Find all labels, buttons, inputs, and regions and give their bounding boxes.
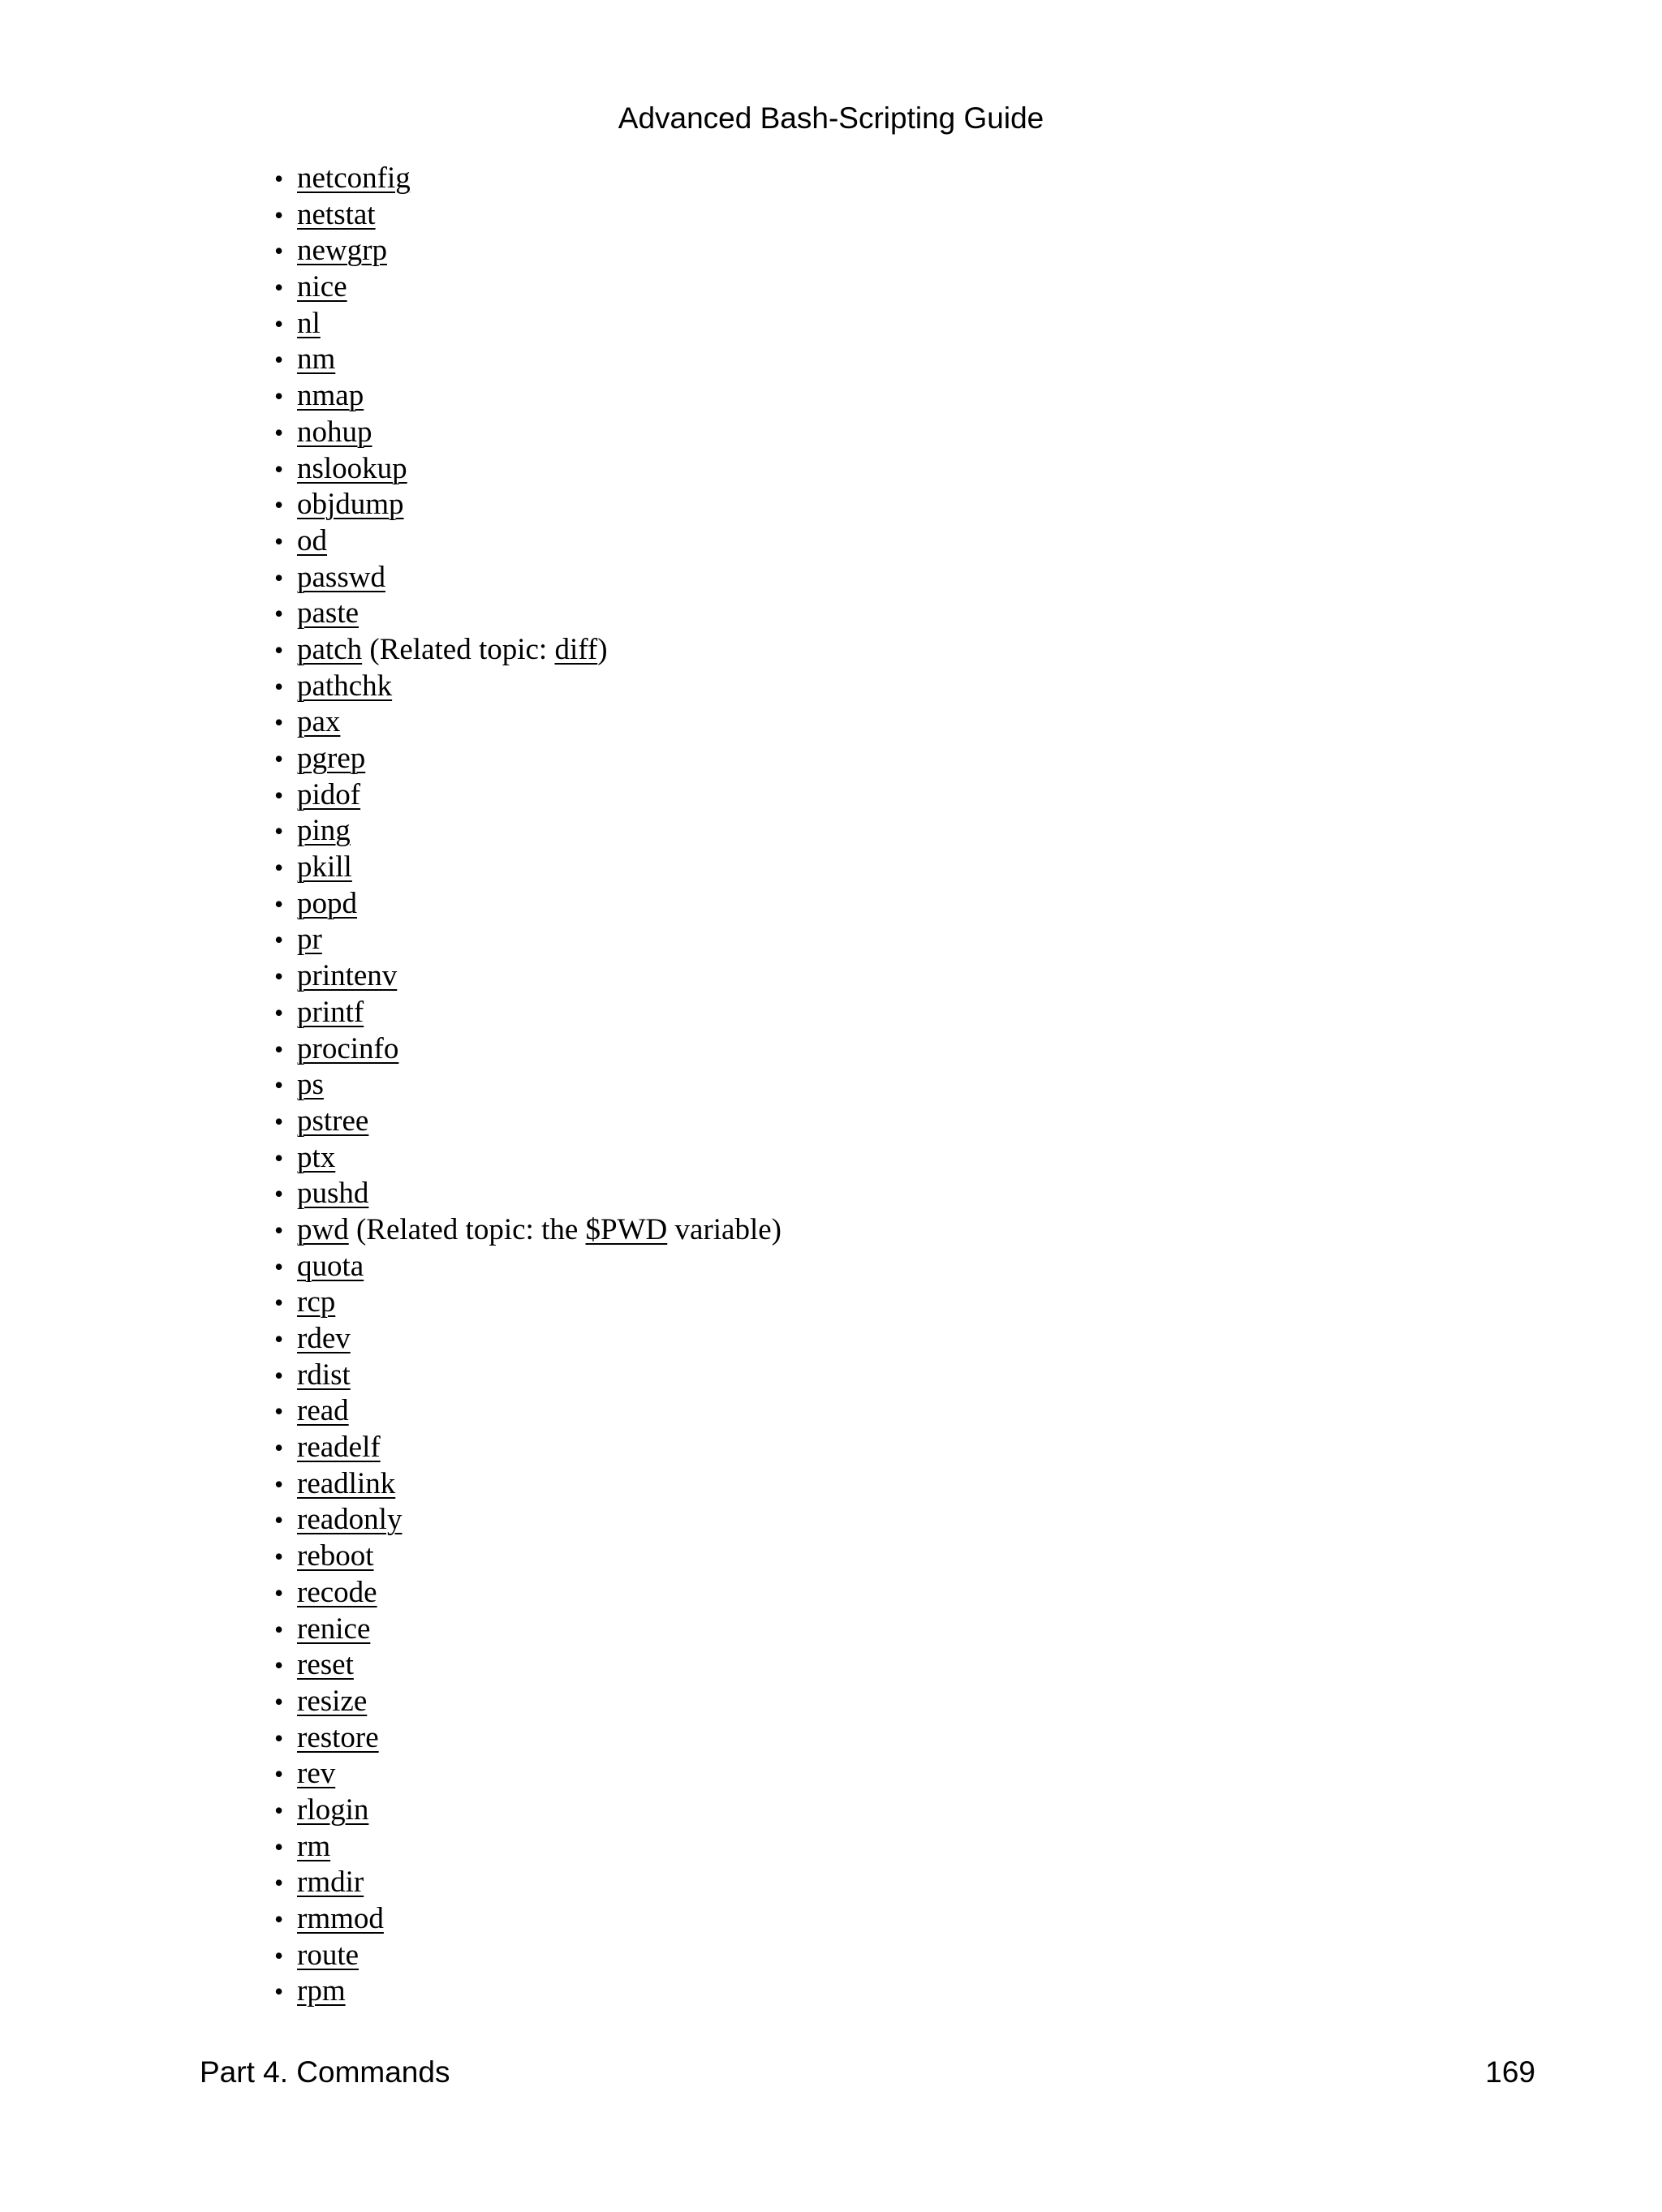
list-item xyxy=(274,1067,781,1104)
bullet-icon: • xyxy=(274,1795,284,1825)
related-topic-prefix: (Related topic: the xyxy=(355,1212,586,1246)
list-item xyxy=(274,523,781,560)
bullet-icon: • xyxy=(274,1288,284,1318)
bullet-icon: • xyxy=(274,1034,284,1064)
command-link[interactable]: resize xyxy=(297,1684,368,1718)
related-topic-suffix: variable) xyxy=(667,1212,781,1246)
bullet-icon: • xyxy=(274,526,284,556)
command-link[interactable]: rm xyxy=(297,1829,331,1863)
list-item xyxy=(274,886,781,923)
command-link[interactable]: pr xyxy=(297,923,322,957)
list-item xyxy=(274,1285,781,1321)
bullet-icon: • xyxy=(274,308,284,338)
related-topic-prefix: (Related topic: xyxy=(369,632,555,666)
list-item xyxy=(274,415,781,451)
command-link[interactable]: ping xyxy=(297,814,351,848)
bullet-icon: • xyxy=(274,1505,284,1535)
command-link[interactable]: rev xyxy=(297,1757,336,1791)
list-item xyxy=(274,596,781,632)
bullet-icon: • xyxy=(274,562,284,592)
list-item xyxy=(274,451,781,488)
bullet-icon: • xyxy=(274,1577,284,1607)
command-link[interactable]: recode xyxy=(297,1575,377,1609)
bullet-icon: • xyxy=(274,708,284,738)
command-link[interactable]: paste xyxy=(297,596,360,630)
list-item xyxy=(274,1575,781,1612)
list-item xyxy=(274,269,781,306)
list-item xyxy=(274,1031,781,1068)
bullet-icon: • xyxy=(274,1904,284,1934)
list-item xyxy=(274,1176,781,1212)
command-link[interactable]: readelf xyxy=(297,1431,381,1465)
bullet-icon: • xyxy=(274,381,284,411)
bullet-icon: • xyxy=(274,1433,284,1463)
bullet-icon: • xyxy=(274,1977,284,2007)
command-link[interactable]: objdump xyxy=(297,488,404,522)
command-link[interactable]: quota xyxy=(297,1249,364,1283)
command-link[interactable]: readonly xyxy=(297,1503,403,1537)
command-link[interactable]: restore xyxy=(297,1720,379,1754)
list-item xyxy=(274,1140,781,1177)
command-link[interactable]: rdist xyxy=(297,1358,351,1392)
bullet-icon: • xyxy=(274,454,284,484)
bullet-icon: • xyxy=(274,1686,284,1716)
bullet-icon: • xyxy=(274,889,284,919)
bullet-icon: • xyxy=(274,273,284,303)
list-item xyxy=(274,1792,781,1829)
command-link[interactable]: reset xyxy=(297,1648,354,1682)
bullet-icon: • xyxy=(274,1106,284,1136)
bullet-icon: • xyxy=(274,1469,284,1499)
command-link[interactable]: pax xyxy=(297,705,341,739)
bullet-icon: • xyxy=(274,1179,284,1209)
bullet-icon: • xyxy=(274,1723,284,1753)
bullet-icon: • xyxy=(274,345,284,375)
command-link[interactable]: pidof xyxy=(297,777,361,811)
command-list xyxy=(274,161,781,2010)
bullet-icon: • xyxy=(274,164,284,193)
command-link[interactable]: pwd xyxy=(297,1212,349,1246)
command-link[interactable]: pathchk xyxy=(297,669,393,703)
command-link[interactable]: patch xyxy=(297,632,363,666)
list-item xyxy=(274,1720,781,1757)
command-link[interactable]: rmmod xyxy=(297,1902,384,1935)
command-link[interactable]: nm xyxy=(297,342,336,377)
bullet-icon: • xyxy=(274,200,284,230)
bullet-icon: • xyxy=(274,1143,284,1173)
list-item xyxy=(274,1829,781,1866)
bullet-icon: • xyxy=(274,1215,284,1245)
command-link[interactable]: pushd xyxy=(297,1177,369,1211)
bullet-icon: • xyxy=(274,236,284,266)
command-link[interactable]: pkill xyxy=(297,850,352,884)
bullet-icon: • xyxy=(274,1614,284,1644)
list-item xyxy=(274,741,781,777)
command-link[interactable]: printf xyxy=(297,995,364,1029)
list-item xyxy=(274,632,781,669)
command-link[interactable]: rcp xyxy=(297,1285,336,1319)
list-item xyxy=(274,1938,781,1974)
command-link[interactable]: nohup xyxy=(297,415,372,449)
bullet-icon: • xyxy=(274,417,284,447)
footer-page-number: 169 xyxy=(1485,2055,1535,2089)
command-link[interactable]: pstree xyxy=(297,1104,369,1138)
list-item xyxy=(274,777,781,814)
command-link[interactable]: procinfo xyxy=(297,1031,399,1065)
command-link[interactable]: nl xyxy=(297,306,321,340)
command-link[interactable]: pgrep xyxy=(297,742,366,775)
command-link[interactable]: ps xyxy=(297,1068,324,1102)
list-item xyxy=(274,378,781,415)
command-link[interactable]: passwd xyxy=(297,560,385,594)
list-item xyxy=(274,704,781,741)
command-link[interactable]: rlogin xyxy=(297,1792,369,1827)
bullet-icon: • xyxy=(274,671,284,701)
list-item xyxy=(274,487,781,523)
list-item xyxy=(274,1212,781,1249)
list-item xyxy=(274,233,781,269)
command-link[interactable]: route xyxy=(297,1938,360,1972)
command-link[interactable]: popd xyxy=(297,886,357,920)
list-item xyxy=(274,1321,781,1358)
command-link[interactable]: ptx xyxy=(297,1140,336,1174)
bullet-icon: • xyxy=(274,853,284,883)
list-item xyxy=(274,1358,781,1394)
command-link[interactable]: rpm xyxy=(297,1974,346,2008)
bullet-icon: • xyxy=(274,1868,284,1898)
list-item xyxy=(274,669,781,705)
bullet-icon: • xyxy=(274,1940,284,1970)
command-link[interactable]: newgrp xyxy=(297,234,387,268)
bullet-icon: • xyxy=(274,1542,284,1572)
list-item xyxy=(274,958,781,995)
list-item xyxy=(274,1466,781,1503)
bullet-icon: • xyxy=(274,1759,284,1789)
bullet-icon: • xyxy=(274,780,284,810)
list-item xyxy=(274,1901,781,1938)
bullet-icon: • xyxy=(274,1831,284,1861)
list-item xyxy=(274,1684,781,1720)
command-link[interactable]: reboot xyxy=(297,1539,374,1573)
command-link[interactable]: nice xyxy=(297,270,347,304)
command-link[interactable]: read xyxy=(297,1394,349,1428)
command-link[interactable]: od xyxy=(297,523,327,557)
list-item xyxy=(274,1104,781,1140)
bullet-icon: • xyxy=(274,1070,284,1100)
bullet-icon: • xyxy=(274,744,284,773)
bullet-icon: • xyxy=(274,962,284,992)
command-link[interactable]: rmdir xyxy=(297,1866,364,1900)
bullet-icon: • xyxy=(274,490,284,520)
list-item xyxy=(274,1393,781,1430)
bullet-icon: • xyxy=(274,1396,284,1427)
list-item xyxy=(274,197,781,234)
command-link[interactable]: netconfig xyxy=(297,161,411,195)
command-link[interactable]: nslookup xyxy=(297,451,407,485)
list-item xyxy=(274,813,781,850)
related-topic-suffix: ) xyxy=(597,632,608,666)
bullet-icon: • xyxy=(274,925,284,955)
running-header: Advanced Bash-Scripting Guide xyxy=(618,101,1044,135)
list-item xyxy=(274,1539,781,1575)
command-link[interactable]: readlink xyxy=(297,1466,396,1500)
bullet-icon: • xyxy=(274,599,284,629)
bullet-icon: • xyxy=(274,997,284,1027)
bullet-icon: • xyxy=(274,635,284,665)
list-item xyxy=(274,1249,781,1285)
list-item xyxy=(274,1612,781,1648)
list-item xyxy=(274,306,781,342)
bullet-icon: • xyxy=(274,1650,284,1681)
related-topic-link[interactable]: $PWD xyxy=(585,1212,668,1246)
command-link[interactable]: rdev xyxy=(297,1322,351,1355)
list-item xyxy=(274,922,781,958)
command-link[interactable]: renice xyxy=(297,1612,371,1646)
list-item xyxy=(274,1647,781,1684)
list-item xyxy=(274,342,781,378)
bullet-icon: • xyxy=(274,1251,284,1281)
bullet-icon: • xyxy=(274,816,284,846)
list-item xyxy=(274,1973,781,2010)
related-topic-link[interactable]: diff xyxy=(554,632,598,666)
list-item xyxy=(274,1756,781,1792)
command-link[interactable]: netstat xyxy=(297,197,376,231)
bullet-icon: • xyxy=(274,1324,284,1353)
list-item xyxy=(274,161,781,197)
command-link[interactable]: nmap xyxy=(297,379,364,413)
list-item xyxy=(274,995,781,1031)
list-item xyxy=(274,850,781,886)
list-item xyxy=(274,560,781,596)
bullet-icon: • xyxy=(274,1360,284,1390)
list-item xyxy=(274,1865,781,1901)
footer-section-label: Part 4. Commands xyxy=(200,2055,450,2089)
list-item xyxy=(274,1502,781,1539)
list-item xyxy=(274,1430,781,1466)
command-link[interactable]: printenv xyxy=(297,959,398,993)
